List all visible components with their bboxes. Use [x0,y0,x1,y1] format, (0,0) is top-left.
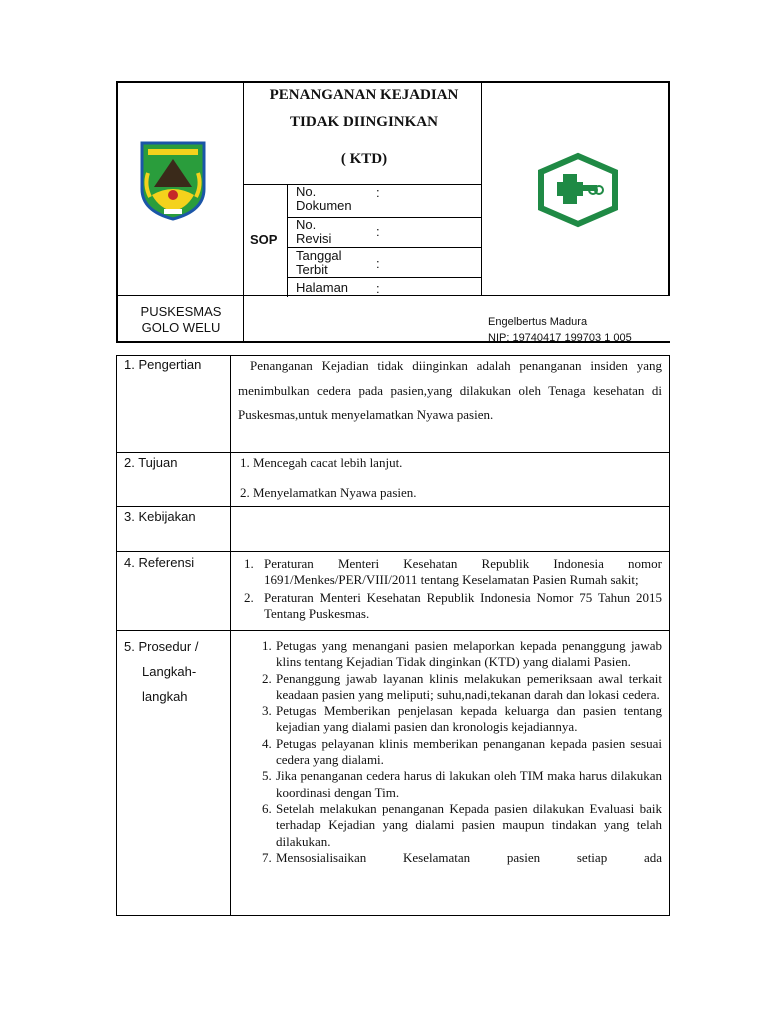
field-revision-label: No. Revisi [296,217,332,246]
signatory-name: Engelbertus Madura [488,316,588,328]
list-item: 2. Peraturan Menteri Kesehatan Republik Indonesia Nomor 75 Tahun 2015 Tentang Puskesmas. [244,590,662,621]
field-issue-date-colon: : [376,256,380,271]
field-page-colon: : [376,281,380,296]
tujuan-item: 1. Mencegah cacat lebih lanjut. [240,455,403,470]
title-abbreviation: ( KTD) [340,151,388,167]
field-issue-date-label: Tanggal Terbit [296,248,342,277]
list-item: 6. Setelah melakukan penanganan Kepada pasien dilakukan Evaluasi baik terhadap Kejadian yang dialami pasien maupun tindakan yang telah dilakukan. [262,800,662,849]
section-label-kebijakan: 3. Kebijakan [124,509,196,524]
organization-name: PUSKESMAS GOLO WELU [140,304,222,335]
title-line-2: TIDAK DIINGINKAN [290,114,438,130]
list-item: 4. Petugas pelayanan klinis memberikan penanganan kepada pasien sesuai cedera yang dialami. [262,735,662,768]
field-page-label: Halaman [296,280,349,295]
list-item: 1. Peraturan Menteri Kesehatan Republik Indonesia nomor 1691/Menkes/PER/VIII/2011 tentang Keselamatan Pasien Rumah sakit; [244,556,662,587]
sop-label: SOP [250,232,278,247]
tujuan-item: 2. Menyelamatkan Nyawa pasien. [240,485,417,500]
list-item: 5. Jika penanganan cedera harus di lakukan oleh TIM maka harus dilakukan koordinasi dengan Tim. [262,768,662,800]
section-label-referensi: 4. Referensi [124,555,195,570]
referensi-list [244,556,662,622]
health-cross-logo [537,152,619,228]
section-label-prosedur: 5. Prosedur / Langkah- langkah [124,639,199,704]
signatory-nip: NIP: 19740417 199703 1 005 [488,332,632,344]
list-item: 2. Penanggung jawab layanan klinis melakukan pemeriksaan awal terkait keadaan pasien yang meliputi; suhu,nadi,tekanan darah dan lokasi cedera. [262,670,662,702]
title-line-1: PENANGANAN KEJADIAN [269,87,459,103]
field-doc-number-label: No. Dokumen [296,184,352,213]
prosedur-list [262,638,662,866]
list-item: 3. Petugas Memberikan penjelasan kepada keluarga dan pasien tentang kejadian yang dialami pasien dan kronologis kejadiannya. [262,703,662,735]
signatory-block [488,314,632,346]
regency-emblem-logo [136,139,210,221]
section-label-tujuan: 2. Tujuan [124,455,178,470]
document-title [244,82,484,173]
list-item: 7. Mensosialisaikan Keselamatan pasien setiap ada [262,849,662,865]
section-label-pengertian: 1. Pengertian [124,357,202,372]
field-revision-colon: : [376,224,380,239]
list-item: 1. Petugas yang menangani pasien melaporkan kepada penanggung jawab klins tentang Kejadian Tidak dinginkan (KTD) yang dialami Pasien. [262,638,662,670]
section-text-pengertian: Penanganan Kejadian tidak diinginkan adalah penanganan insiden yang menimbulkan cedera pada pasien,yang dilakukan oleh Tenaga kesehatan di Puskesmas,untuk menyelamatkan Nyawa pasien. [238,358,662,422]
field-doc-number-colon: : [376,185,380,200]
